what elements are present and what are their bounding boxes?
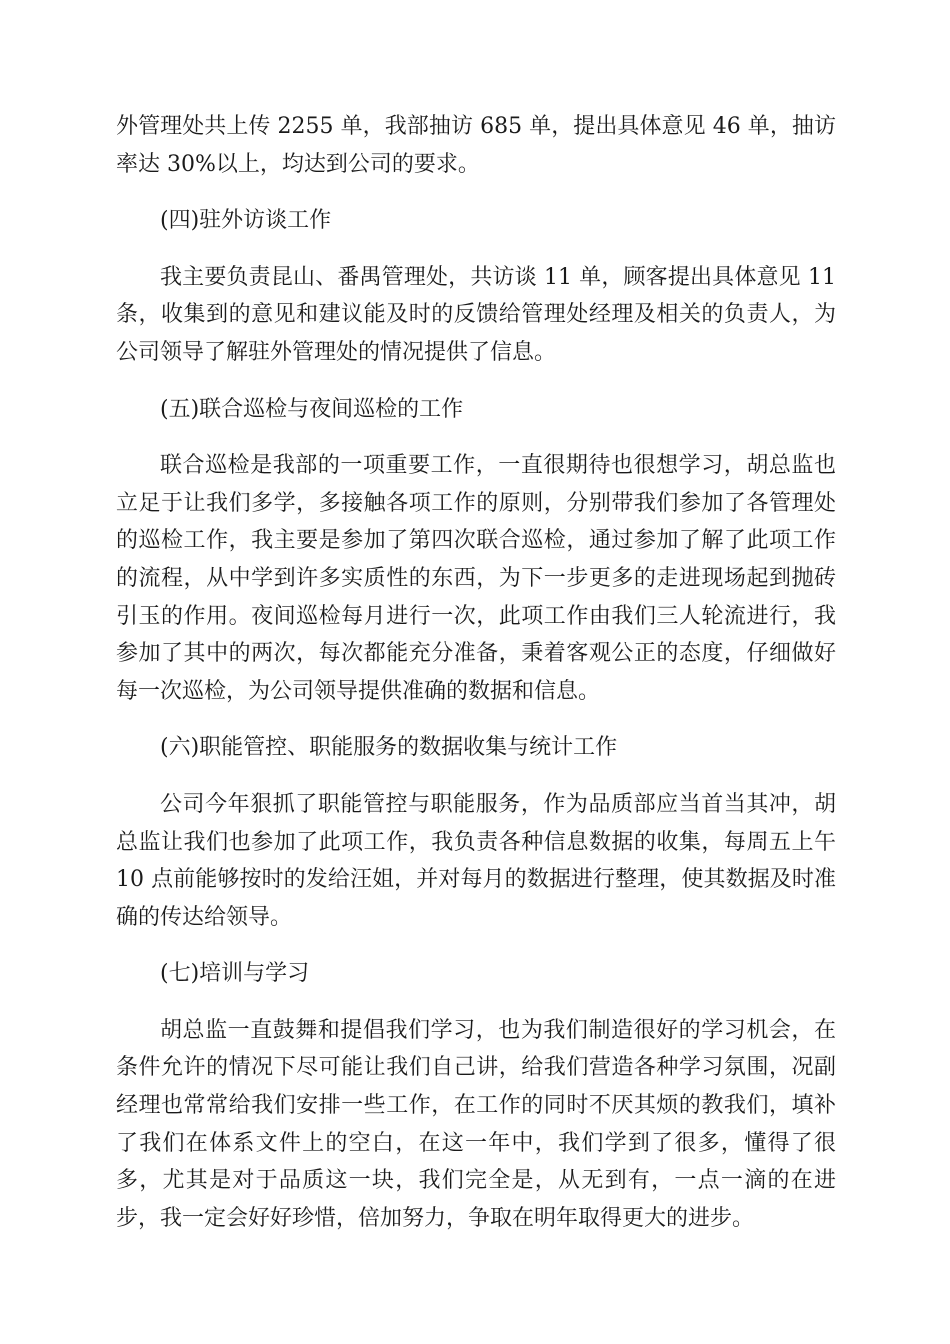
section-heading-6: (六)职能管控、职能服务的数据收集与统计工作 [160,735,618,761]
paragraph: 外管理处共上传 2255 单，我部抽访 685 单，提出具体意见 46 单，抽访率达 30%以上，均达到公司的要求。 [116,114,836,177]
section-heading-4: (四)驻外访谈工作 [160,208,332,234]
paragraph: 公司今年狠抓了职能管控与职能服务，作为品质部应当首当其冲，胡总监让我们也参加了此项工作，我负责各种信息数据的收集，每周五上午 10 点前能够按时的发给汪姐，并对每月的数据进行整理，使其数据及时准确的传达给领导。 [116,791,836,930]
section-heading-5: (五)联合巡检与夜间巡检的工作 [160,396,464,422]
paragraph: 联合巡检是我部的一项重要工作，一直很期待也很想学习，胡总监也立足于让我们多学，多接触各项工作的原则，分别带我们参加了各管理处的巡检工作，我主要是参加了第四次联合巡检，通过参加了解了此项工作的流程，从中学到许多实质性的东西，为下一步更多的走进现场起到抛砖引玉的作用。夜间巡检每月进行一次，此项工作由我们三人轮流进行，我参加了其中的两次，每次都能充分准备，秉着客观公正的态度，仔细做好每一次巡检，为公司领导提供准确的数据和信息。 [116,453,836,704]
document-body [116,108,836,1256]
paragraph: 胡总监一直鼓舞和提倡我们学习，也为我们制造很好的学习机会，在条件允许的情况下尽可能让我们自己讲，给我们营造各种学习氛围，况副经理也常常给我们安排一些工作，在工作的同时不厌其烦的教我们，填补了我们在体系文件上的空白，在这一年中，我们学到了很多，懂得了很多，尤其是对于品质这一块，我们完全是，从无到有，一点一滴的在进步，我一定会好好珍惜，倍加努力，争取在明年取得更大的进步。 [116,1017,836,1231]
section-heading-7: (七)培训与学习 [160,961,310,987]
paragraph: 我主要负责昆山、番禺管理处，共访谈 11 单，顾客提出具体意见 11 条，收集到的意见和建议能及时的反馈给管理处经理及相关的负责人，为公司领导了解驻外管理处的情况提供了信息。 [116,264,836,365]
